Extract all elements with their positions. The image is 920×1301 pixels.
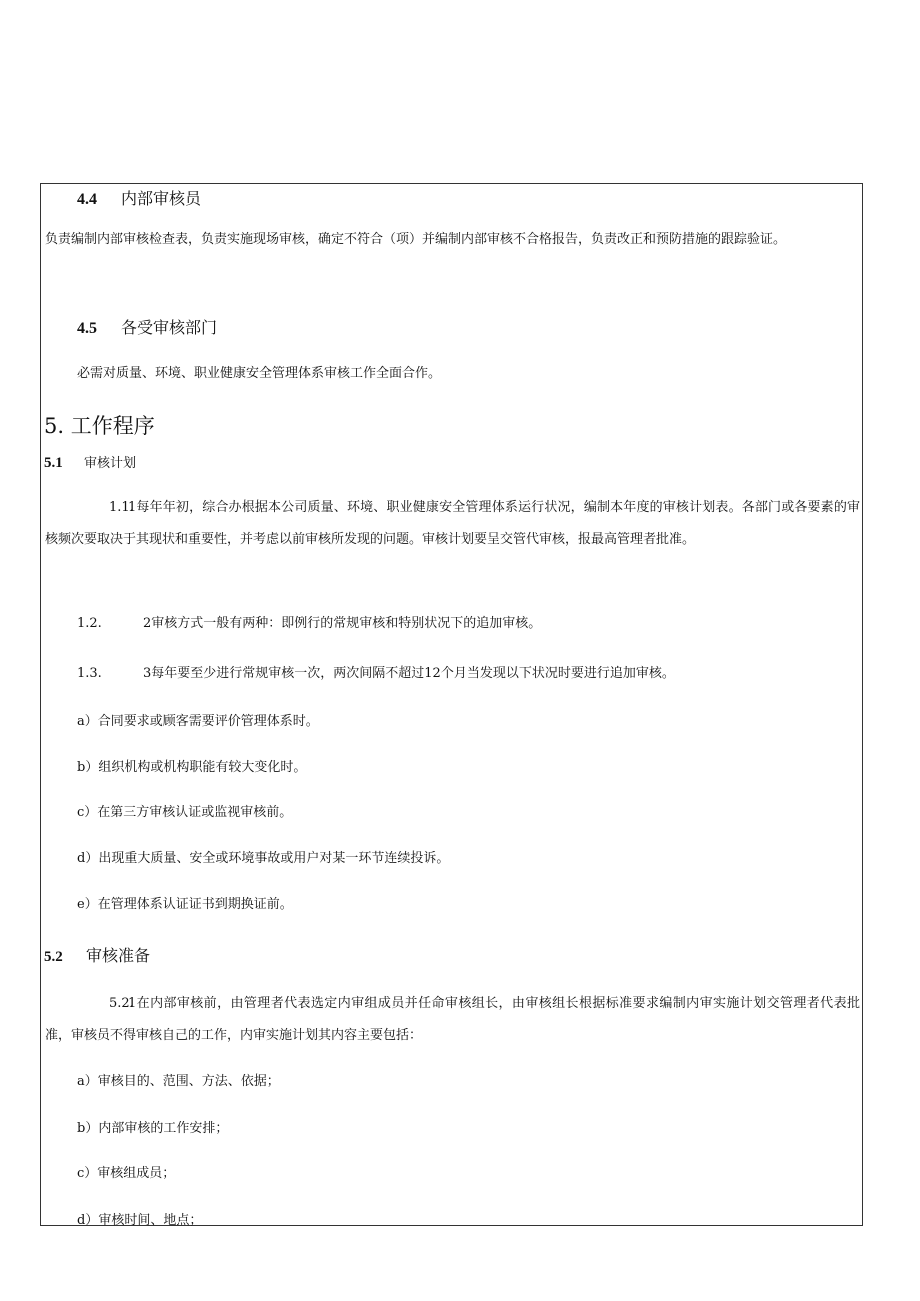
heading-5-1 (44, 452, 136, 472)
item-text: 1每年年初，综合办根据本公司质量、环境、职业健康安全管理体系运行状况，编制本年度的审核计划表。各部门或各要素的审核频次要取决于其现状和重要性，并考虑以前审核所发现的问题。审核计划要呈交管代审核，报最高管理者批准。 (45, 500, 860, 547)
item-number: 1.1. (109, 500, 134, 515)
paragraph-4-4: 负责编制内部审核检查表，负责实施现场审核，确定不符合（项）并编制内部审核不合格报告，负责改正和预防措施的跟踪验证。 (45, 232, 787, 247)
paragraph-4-5: 必需对质量、环境、职业健康安全管理体系审核工作全面合作。 (77, 366, 442, 381)
list-item: e）在管理体系认证证书到期换证前。 (77, 897, 293, 912)
item-text: 1在内部审核前，由管理者代表选定内审组成员并任命审核组长，由审核组长根据标准要求编制内审实施计划交管理者代表批准，审核员不得审核自己的工作，内审实施计划其内容主要包括： (45, 996, 860, 1043)
list-item: a）审核目的、范围、方法、依据； (77, 1074, 280, 1089)
list-item: d）出现重大质量、安全或环境事故或用户对某一环节连续投诉。 (77, 851, 450, 866)
list-item: b）内部审核的工作安排； (77, 1121, 229, 1136)
heading-number: 4.4 (77, 191, 97, 208)
heading-number: 5.1 (44, 455, 63, 471)
item-number: 5.2. (109, 996, 134, 1011)
item-number: 1.2. (77, 616, 102, 631)
heading-title: 各受审核部门 (121, 318, 218, 337)
heading-title: 审核计划 (84, 456, 137, 471)
heading-number: 4.5 (77, 320, 97, 337)
item-number: 1.3. (77, 666, 102, 681)
list-item: b）组织机构或机构职能有较大变化时。 (77, 760, 307, 775)
list-item: c）在第三方审核认证或监视审核前。 (77, 805, 293, 820)
heading-4-4 (77, 186, 201, 209)
section-5-title: 5. 工作程序 (44, 414, 155, 438)
paragraph-1-1 (45, 492, 860, 556)
paragraph-5-2-1 (45, 988, 860, 1052)
item-text: 2审核方式一般有两种：即例行的常规审核和特别状况下的追加审核。 (143, 616, 542, 631)
paragraph-1-2 (77, 612, 541, 631)
heading-5-2 (44, 943, 150, 966)
list-item: d）审核时间、地点； (77, 1213, 203, 1228)
paragraph-1-3 (77, 662, 675, 681)
list-item: c）审核组成员； (77, 1166, 176, 1181)
heading-number: 5.2 (44, 949, 63, 965)
item-text: 3每年要至少进行常规审核一次，两次间隔不超过12个月当发现以下状况时要进行追加审核。 (143, 666, 675, 681)
list-item: a）合同要求或顾客需要评价管理体系时。 (77, 714, 319, 729)
heading-title: 审核准备 (86, 946, 151, 965)
heading-4-5 (77, 315, 217, 338)
heading-title: 内部审核员 (121, 189, 202, 208)
